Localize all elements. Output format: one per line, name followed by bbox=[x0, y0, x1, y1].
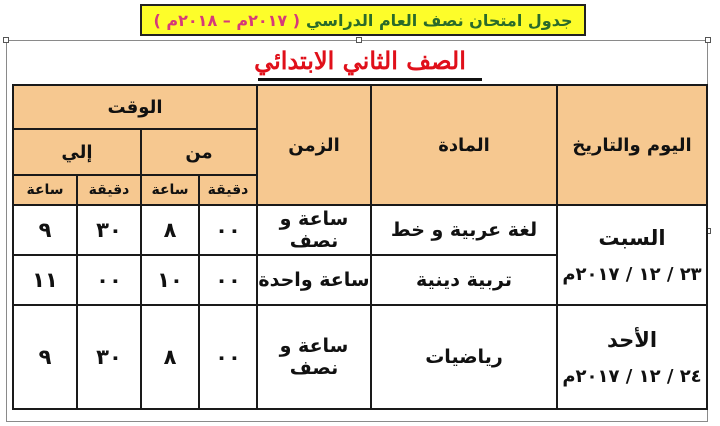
col-header-duration: الزمن bbox=[257, 85, 371, 205]
heading-text: الصف الثاني الابتدائي bbox=[254, 46, 466, 75]
duration-cell: ساعة و نصف bbox=[257, 305, 371, 409]
day-label: السبت bbox=[598, 225, 666, 250]
col-header-from-hour: ساعة bbox=[141, 175, 199, 205]
subject-cell: لغة عربية و خط bbox=[371, 205, 557, 255]
resize-handle[interactable] bbox=[705, 37, 711, 43]
day-label: الأحد bbox=[606, 327, 658, 352]
col-header-from: من bbox=[141, 129, 257, 175]
title-years: ( ٢٠١٧م – ٢٠١٨م ) bbox=[153, 10, 301, 30]
date-label: ٢٣ / ١٢ / ٢٠١٧م bbox=[562, 263, 702, 285]
to-minute-cell: ٣٠ bbox=[77, 205, 141, 255]
duration-cell: ساعة و نصف bbox=[257, 205, 371, 255]
col-header-subject: المادة bbox=[371, 85, 557, 205]
to-hour-cell: ١١ bbox=[13, 255, 77, 305]
duration-cell: ساعة واحدة bbox=[257, 255, 371, 305]
page-heading bbox=[0, 46, 720, 82]
table-row bbox=[13, 205, 707, 255]
exam-schedule-table bbox=[12, 84, 708, 410]
from-minute-cell: ٠٠ bbox=[199, 305, 257, 409]
subject-cell: رياضيات bbox=[371, 305, 557, 409]
resize-handle[interactable] bbox=[356, 37, 362, 43]
to-minute-cell: ٣٠ bbox=[77, 305, 141, 409]
col-header-time: الوقت bbox=[13, 85, 257, 129]
from-hour-cell: ١٠ bbox=[141, 255, 199, 305]
col-header-to-minute: دقيقة bbox=[77, 175, 141, 205]
col-header-day-date: اليوم والتاريخ bbox=[557, 85, 707, 205]
to-minute-cell: ٠٠ bbox=[77, 255, 141, 305]
from-minute-cell: ٠٠ bbox=[199, 205, 257, 255]
day-date-cell bbox=[557, 205, 707, 305]
heading-underline bbox=[258, 78, 482, 81]
header-row bbox=[13, 85, 707, 129]
date-label: ٢٤ / ١٢ / ٢٠١٧م bbox=[562, 365, 702, 387]
subject-cell: تربية دينية bbox=[371, 255, 557, 305]
resize-handle[interactable] bbox=[3, 37, 9, 43]
table-row bbox=[13, 305, 707, 409]
from-hour-cell: ٨ bbox=[141, 205, 199, 255]
title-text: جدول امتحان نصف العام الدراسي bbox=[306, 10, 573, 30]
to-hour-cell: ٩ bbox=[13, 205, 77, 255]
col-header-from-minute: دقيقة bbox=[199, 175, 257, 205]
from-minute-cell: ٠٠ bbox=[199, 255, 257, 305]
day-date-cell bbox=[557, 305, 707, 409]
col-header-to: إلي bbox=[13, 129, 141, 175]
title-banner bbox=[140, 4, 586, 36]
to-hour-cell: ٩ bbox=[13, 305, 77, 409]
col-header-to-hour: ساعة bbox=[13, 175, 77, 205]
from-hour-cell: ٨ bbox=[141, 305, 199, 409]
